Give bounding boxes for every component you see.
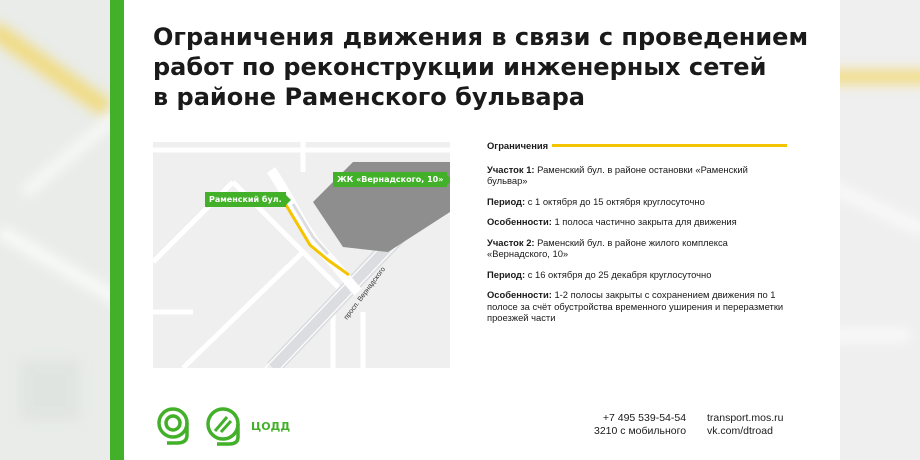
info-key: Период: xyxy=(487,195,526,207)
info-value: с 1 октября до 15 октября круглосуточно xyxy=(525,195,705,207)
web-contacts xyxy=(707,412,783,438)
page-title xyxy=(153,22,813,112)
short-number[interactable]: 3210 с мобильного xyxy=(594,425,687,437)
info-key: Особенности: xyxy=(487,216,552,227)
phone-number[interactable]: +7 495 539-54-54 xyxy=(602,412,687,424)
info-key: Период: xyxy=(487,268,526,280)
map-street-name: просп. Вернадского xyxy=(343,265,388,322)
info-value: 1 полоса частично закрыта для движения xyxy=(551,216,737,227)
info-item xyxy=(487,196,787,208)
info-header-rule xyxy=(552,144,787,147)
notice-card xyxy=(110,0,840,460)
info-item xyxy=(487,237,787,260)
accent-bar xyxy=(110,0,124,460)
info-item xyxy=(487,164,787,187)
phone-contacts xyxy=(594,412,686,438)
logo-group xyxy=(153,405,290,447)
map-label-building: ЖК «Вернадского, 10» xyxy=(333,172,447,187)
info-header xyxy=(487,140,787,152)
info-key: Особенности: xyxy=(487,289,552,300)
codd-logo-text: ЦОДД xyxy=(251,419,291,433)
restriction-info xyxy=(487,140,787,333)
info-header-label: Ограничения xyxy=(487,140,549,151)
info-item xyxy=(487,216,787,228)
site-link[interactable]: transport.mos.ru xyxy=(707,412,784,424)
vk-link[interactable]: vk.com/dtroad xyxy=(707,425,773,437)
restriction-map xyxy=(153,142,450,368)
info-value: с 16 октября до 25 декабря круглосуточно xyxy=(525,268,712,280)
info-value: 1-2 полосы закрыты с сохранением движения по 1 полосе за счёт обустройства временного уширения и переразметки проезжей части xyxy=(487,289,784,323)
codd-logo-icon xyxy=(201,405,245,447)
info-item xyxy=(487,289,787,324)
title-line-1: Ограничения движения в связи с проведением xyxy=(153,23,809,51)
title-line-2: работ по реконструкции инженерных сетей xyxy=(153,53,767,81)
map-label-street: Раменский бул. xyxy=(205,192,286,207)
info-value: Раменский бул. в районе жилого комплекса «Вернадского, 10» xyxy=(487,236,728,259)
moscow-transport-logo-icon xyxy=(153,405,195,447)
info-key: Участок 2: xyxy=(487,236,535,248)
info-value: Раменский бул. в районе остановки «Раменский бульвар» xyxy=(487,163,748,186)
title-line-3: в районе Раменского бульвара xyxy=(153,83,585,111)
background-left xyxy=(0,0,110,460)
info-item xyxy=(487,269,787,281)
info-key: Участок 1: xyxy=(487,163,535,175)
